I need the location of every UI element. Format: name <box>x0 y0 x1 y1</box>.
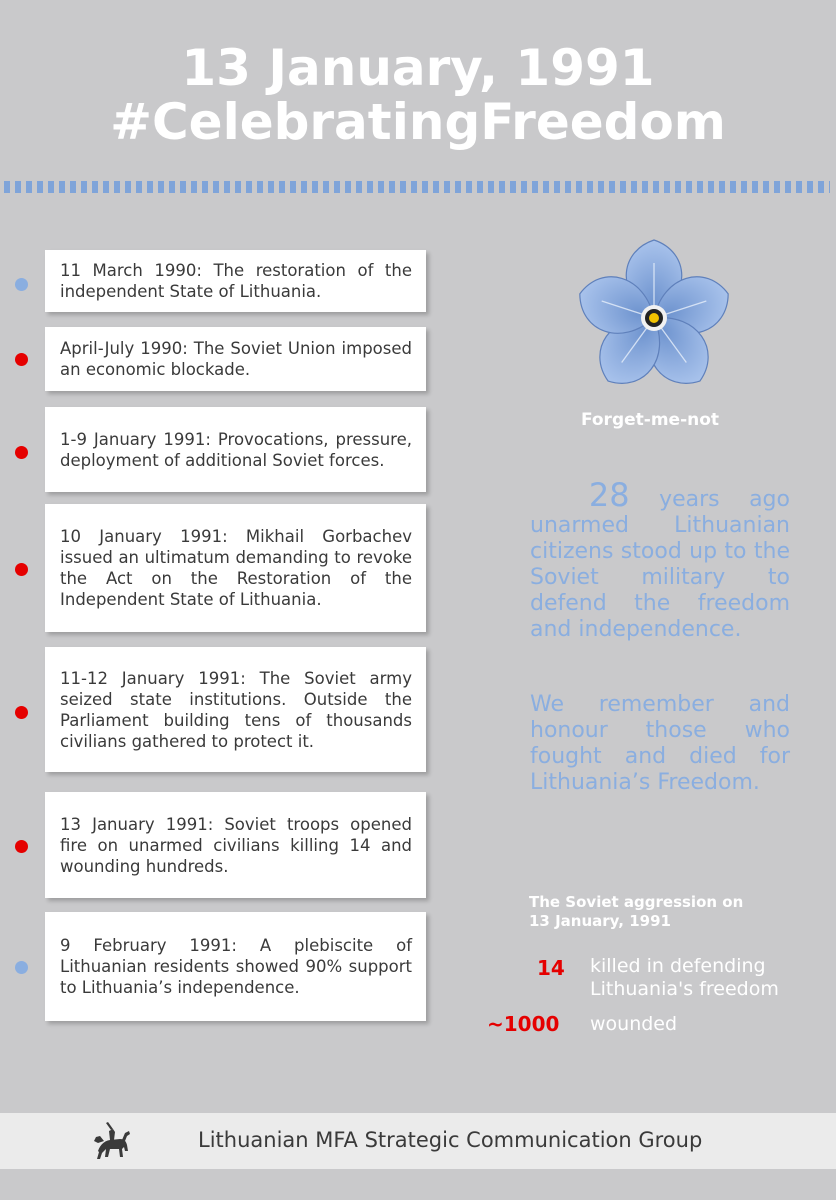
title-hashtag: #CelebratingFreedom <box>110 93 726 151</box>
timeline-marker-blue <box>15 278 28 291</box>
wounded-count: ~1000 <box>487 1012 560 1036</box>
title-date: 13 January, 1991 <box>181 39 655 97</box>
timeline-card <box>45 647 426 772</box>
dashed-divider <box>4 181 830 193</box>
honour-text: We remember and honour those who fought and died for Lithuania’s Freedom. <box>530 692 790 795</box>
timeline-text: 1-9 January 1991: Provocations, pressure, deployment of additional Soviet forces. <box>60 429 412 470</box>
timeline-marker-red <box>15 840 28 853</box>
timeline-marker-red <box>15 446 28 459</box>
timeline-text: 10 January 1991: Mikhail Gorbachev issued an ultimatum demanding to revoke the Act on the Restoration of the Independent State of Lithuania. <box>60 527 412 609</box>
timeline-card <box>45 407 426 492</box>
timeline-card <box>45 912 426 1021</box>
wounded-label: wounded <box>590 1013 678 1035</box>
timeline-marker-red <box>15 353 28 366</box>
stats-title <box>529 893 789 931</box>
forget-me-not-flower-icon <box>566 234 742 402</box>
timeline-card <box>45 504 426 632</box>
timeline-marker-red <box>15 563 28 576</box>
timeline-text: 13 January 1991: Soviet troops opened fire on unarmed civilians killing 14 and wounding hundreds. <box>60 814 412 876</box>
stats-title-line2: 13 January, 1991 <box>529 912 671 930</box>
killed-label: killed in defending Lithuania's freedom <box>590 955 779 1000</box>
timeline-card <box>45 327 426 391</box>
timeline-marker-red <box>15 706 28 719</box>
footer-organization: Lithuanian MFA Strategic Communication Group <box>198 1128 703 1152</box>
stats-title-line1: The Soviet aggression on <box>529 893 744 911</box>
timeline-text: 11-12 January 1991: The Soviet army seized state institutions. Outside the Parliament building tens of thousands civilians gathered to protect it. <box>60 668 412 751</box>
vytis-knight-emblem-icon <box>92 1121 132 1163</box>
killed-count: 14 <box>537 956 565 980</box>
timeline-text: 11 March 1990: The restoration of the independent State of Lithuania. <box>60 261 412 301</box>
remembrance-text <box>530 476 790 643</box>
timeline-text: 9 February 1991: A plebiscite of Lithuanian residents showed 90% support to Lithuania’s independence. <box>60 936 412 997</box>
remembrance-text-rest: years ago unarmed Lithuanian citizens stood up to the Soviet military to defend the freedom and independence. <box>530 487 790 642</box>
timeline-card <box>45 792 426 898</box>
timeline-marker-blue <box>15 961 28 974</box>
timeline-card <box>45 250 426 312</box>
flower-label: Forget-me-not <box>580 410 720 430</box>
timeline-text: April-July 1990: The Soviet Union imposed an economic blockade. <box>60 339 412 379</box>
years-number: 28 <box>588 476 630 514</box>
